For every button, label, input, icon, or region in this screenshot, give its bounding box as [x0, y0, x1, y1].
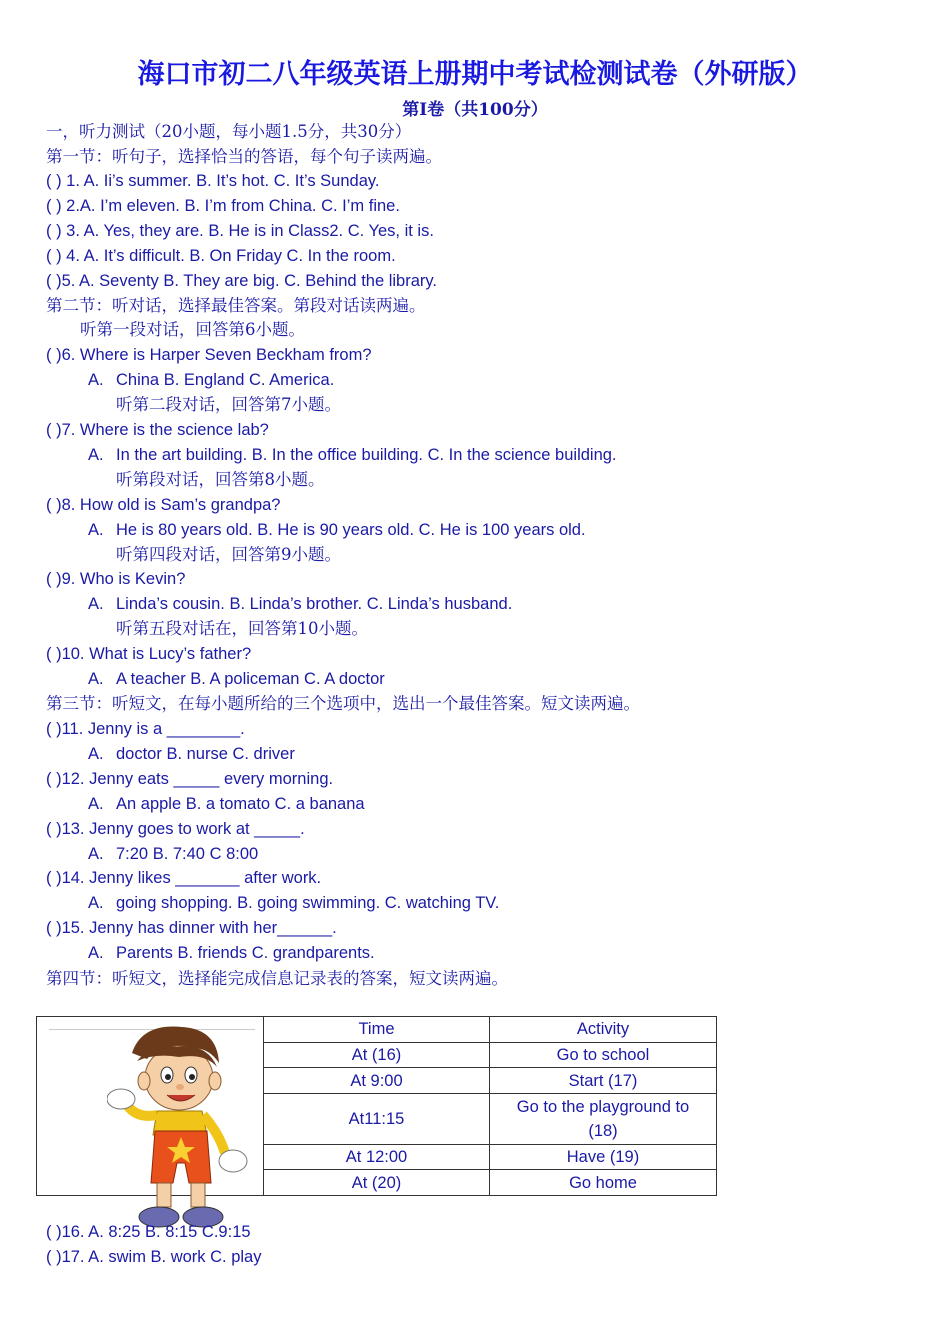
table-cell-activity: Start (17) — [490, 1068, 717, 1094]
question-13-options — [88, 843, 258, 865]
section1-header: 一，听力测试（20小题，每小题1.5分，共30分） — [46, 122, 412, 141]
question-6-options — [88, 369, 334, 391]
option-number: A. — [88, 521, 104, 539]
question-11: ( )11. Jenny is a ________. — [46, 720, 245, 738]
table-cell-activity: Go home — [490, 1170, 717, 1196]
table-cell-activity: Go to school — [490, 1042, 717, 1068]
question-14: ( )14. Jenny likes _______ after work. — [46, 869, 322, 887]
table-header-activity: Activity — [490, 1017, 717, 1043]
option-text: An apple B. a tomato C. a banana — [116, 795, 365, 813]
q10-intro: 听第五段对话在，回答第10小题。 — [116, 619, 368, 638]
question-4: ( ) 4. A. It’s difficult. B. On Friday C. In the room. — [46, 247, 396, 265]
option-text: 7:20 B. 7:40 C 8:00 — [116, 845, 259, 863]
option-text: A teacher B. A policeman C. A doctor — [116, 670, 385, 688]
question-9: ( )9. Who is Kevin? — [46, 570, 186, 588]
question-14-options — [88, 892, 499, 914]
question-8: ( )8. How old is Sam’s grandpa? — [46, 496, 281, 514]
section-subtitle: 第Ⅰ卷（共100分） — [402, 100, 548, 120]
question-7-options — [88, 444, 617, 466]
q6-intro: 听第一段对话，回答第6小题。 — [80, 320, 305, 339]
question-12-options — [88, 793, 365, 815]
table-cell-activity: Have (19) — [490, 1144, 717, 1170]
question-5: ( )5. A. Seventy B. They are big. C. Behind the library. — [46, 272, 437, 290]
table-cell-time: At (20) — [264, 1170, 490, 1196]
question-13: ( )13. Jenny goes to work at _____. — [46, 820, 305, 838]
q8-intro: 听第段对话，回答第8小题。 — [116, 470, 325, 489]
option-text: In the art building. B. In the office building. C. In the science building. — [116, 446, 617, 464]
question-10: ( )10. What is Lucy’s father? — [46, 645, 252, 663]
info-record-table — [36, 1016, 717, 1196]
table-header-time: Time — [264, 1017, 490, 1043]
option-number: A. — [88, 670, 104, 688]
question-2: ( ) 2.A. I’m eleven. B. I’m from China. C. I’m fine. — [46, 197, 400, 215]
question-1: ( ) 1. A. Ii’s summer. B. It’s hot. C. It’s Sunday. — [46, 172, 380, 190]
option-number: A. — [88, 944, 104, 962]
table-cell-time: At 12:00 — [264, 1144, 490, 1170]
table-cell-time: At (16) — [264, 1042, 490, 1068]
part2-header: 第二节：听对话，选择最佳答案。第段对话读两遍。 — [46, 296, 426, 315]
question-9-options — [88, 593, 512, 615]
option-number: A. — [88, 845, 104, 863]
question-3: ( ) 3. A. Yes, they are. B. He is in Class2. C. Yes, it is. — [46, 222, 434, 240]
question-7: ( )7. Where is the science lab? — [46, 421, 269, 439]
option-number: A. — [88, 371, 104, 389]
part1-header: 第一节：听句子，选择恰当的答语，每个句子读两遍。 — [46, 147, 442, 166]
q7-intro: 听第二段对话，回答第7小题。 — [116, 395, 341, 414]
option-text: Linda’s cousin. B. Linda’s brother. C. Linda’s husband. — [116, 595, 513, 613]
table-cell-activity: Go to the playground to (18) — [490, 1094, 717, 1144]
question-17: ( )17. A. swim B. work C. play — [46, 1248, 262, 1266]
cartoon-boy-icon — [107, 1023, 257, 1238]
question-15: ( )15. Jenny has dinner with her______. — [46, 919, 337, 937]
question-16: ( )16. A. 8:25 B. 8:15 C.9:15 — [46, 1223, 251, 1241]
page-title: 海口市初二八年级英语上册期中考试检测试卷（外研版） — [137, 59, 813, 90]
option-number: A. — [88, 446, 104, 464]
option-number: A. — [88, 795, 104, 813]
option-text: Parents B. friends C. grandparents. — [116, 944, 375, 962]
option-number: A. — [88, 595, 104, 613]
option-text: China B. England C. America. — [116, 371, 335, 389]
question-12: ( )12. Jenny eats _____ every morning. — [46, 770, 334, 788]
question-11-options — [88, 743, 295, 765]
question-15-options — [88, 942, 375, 964]
option-number: A. — [88, 894, 104, 912]
option-text: He is 80 years old. B. He is 90 years old. C. He is 100 years old. — [116, 521, 586, 539]
part4-header: 第四节：听短文，选择能完成信息记录表的答案，短文读两遍。 — [46, 969, 508, 988]
table-cell-time: At 9:00 — [264, 1068, 490, 1094]
option-text: doctor B. nurse C. driver — [116, 745, 295, 763]
question-10-options — [88, 668, 385, 690]
cartoon-cell — [37, 1017, 264, 1196]
option-text: going shopping. B. going swimming. C. watching TV. — [116, 894, 500, 912]
table-cell-time: At11:15 — [264, 1094, 490, 1144]
question-8-options — [88, 519, 586, 541]
question-6: ( )6. Where is Harper Seven Beckham from? — [46, 346, 372, 364]
part3-header: 第三节：听短文，在每小题所给的三个选项中，选出一个最佳答案。短文读两遍。 — [46, 694, 640, 713]
q9-intro: 听第四段对话，回答第9小题。 — [116, 545, 341, 564]
option-number: A. — [88, 745, 104, 763]
